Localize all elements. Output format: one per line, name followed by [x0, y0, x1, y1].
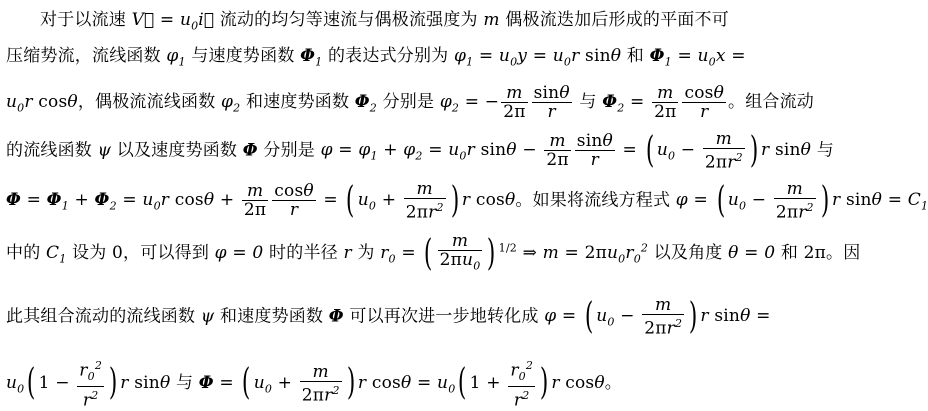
text-segment: 对于以流速 — [40, 10, 132, 30]
text-line-3 — [6, 83, 814, 122]
text-line-6 — [6, 231, 861, 275]
text-segment: 可以再次进一步地转化成 — [343, 306, 545, 327]
text-segment: 分别是 — [257, 140, 321, 161]
text-segment: 偶极流迭加后形成的平面不可 — [499, 10, 729, 30]
text-segment: 和速度势函数 — [240, 92, 355, 112]
formula-uniform-velocity: V⃗ = $u_0i⃗$ — [131, 10, 215, 33]
symbol-phi2: $\varphi_2$ — [221, 92, 241, 115]
formula-Phi-combined: $\Phi = \Phi_1 + \Phi_2 = u_0r$ cosθ + $\frac{m}{2\pi}$ $\frac{\cos\theta}{r}$ = ( $u_0$ + $\frac{m}{2\pi r^2}$ ) r cosθ — [6, 179, 516, 223]
text-segment: 与 — [573, 92, 603, 112]
formula-phi-transformed-end: $u_0$( 1 − $\frac{r_0^2}{r^2}$ ) r sinθ — [6, 359, 171, 411]
symbol-r: r — [343, 243, 352, 264]
formula-Phi1-start: $\Phi_1 = u_0x$ = — [649, 46, 746, 69]
formula-Phi-transformed: Φ = ( $u_0$ + $\frac{m}{2\pi r^2}$ ) r $\cos\theta = u_0$( 1 + $\frac{r_0^2}{r^2}$ ) r cosθ — [198, 359, 605, 411]
text-line-2 — [6, 46, 746, 72]
text-segment: 。 — [604, 372, 622, 393]
symbol-m: m — [483, 10, 500, 30]
formula-theta-zero: θ = 0 — [728, 243, 776, 264]
formula-phi2: $\varphi_2$ = − $\frac{m}{2\pi}$ $\frac{\sin\theta}{r}$ — [439, 83, 570, 122]
text-segment: 为 — [351, 243, 381, 264]
symbol-Phi: Φ — [328, 306, 344, 327]
text-segment: 和 — [775, 243, 804, 264]
formula-streamline-equation: φ = ( $u_0$ − $\frac{m}{2\pi r^2}$ ) r $\sin\theta = C_1$ — [675, 179, 928, 223]
text-segment: 流动的均匀等速流与偶极流强度为 — [214, 10, 484, 30]
text-segment: 的流线函数 — [6, 140, 98, 161]
text-segment: 与速度势函数 — [185, 46, 301, 66]
text-line-5 — [6, 179, 928, 223]
formula-phi-combined: $\varphi = \varphi_1 + \varphi_2 = u_0r$ sinθ − $\frac{m}{2\pi}$ $\frac{\sin\theta}{r}$ = ( $u_0$ − $\frac{m}{2\pi r^2}$ ) r sinθ — [320, 129, 812, 173]
text-segment: 和 — [621, 46, 650, 66]
text-segment: 以及角度 — [648, 243, 729, 264]
text-segment: 与 — [170, 372, 199, 393]
text-line-1 — [6, 10, 746, 36]
symbol-Phi2: $\Phi_2$ — [354, 92, 377, 115]
formula-phi-zero: φ = 0 — [214, 243, 264, 264]
text-segment: 的表达式分别为 — [322, 46, 454, 66]
symbol-Phi: Φ — [242, 140, 258, 161]
formula-radius: $r_0$ = ( $\frac{m}{2\pi u_0}$ ) $^{1/2}$ ⇒ $m = 2\pi u_0r_0^2$ — [380, 231, 649, 274]
text-line-8 — [6, 357, 746, 410]
formula-phi1: $\varphi_1 = u_0y = u_0r$ sinθ — [453, 46, 622, 69]
symbol-psi: ψ — [97, 140, 112, 161]
text-segment: ，偶极流流线函数 — [77, 92, 222, 112]
formula-Phi1-end: $u_0r$ cosθ — [6, 92, 78, 115]
symbol-C1: $C_1$ — [46, 243, 67, 266]
formula-two-pi: 2π — [803, 243, 827, 264]
text-segment: 。因 — [826, 243, 861, 264]
text-segment: 此其组合流动的流线函数 — [6, 306, 201, 327]
symbol-Phi1: $\Phi_1$ — [300, 46, 323, 69]
text-segment: 以及速度势函数 — [111, 140, 243, 161]
text-segment: 和速度势函数 — [214, 306, 329, 327]
text-segment: 。如果将流线方程式 — [515, 190, 676, 211]
formula-Phi2: $\Phi_2$ = $\frac{m}{2\pi}$ $\frac{\cos\theta}{r}$ — [602, 83, 724, 122]
text-segment: 压缩势流，流线函数 — [6, 46, 167, 66]
text-segment: 设为 0，可以得到 — [66, 243, 215, 264]
text-segment: 时的半径 — [263, 243, 344, 264]
symbol-phi1: $\varphi_1$ — [166, 46, 186, 69]
text-segment: 。组合流动 — [728, 92, 814, 112]
formula-phi-transformed-start: φ = ( $u_0$ − $\frac{m}{2\pi r^2}$ ) r sinθ = — [544, 295, 771, 339]
text-segment: 中的 — [6, 243, 47, 264]
text-line-7 — [6, 295, 771, 339]
text-line-4 — [6, 129, 834, 173]
text-segment: 与 — [811, 140, 834, 161]
text-segment: 分别是 — [377, 92, 440, 112]
symbol-psi: ψ — [200, 306, 215, 327]
